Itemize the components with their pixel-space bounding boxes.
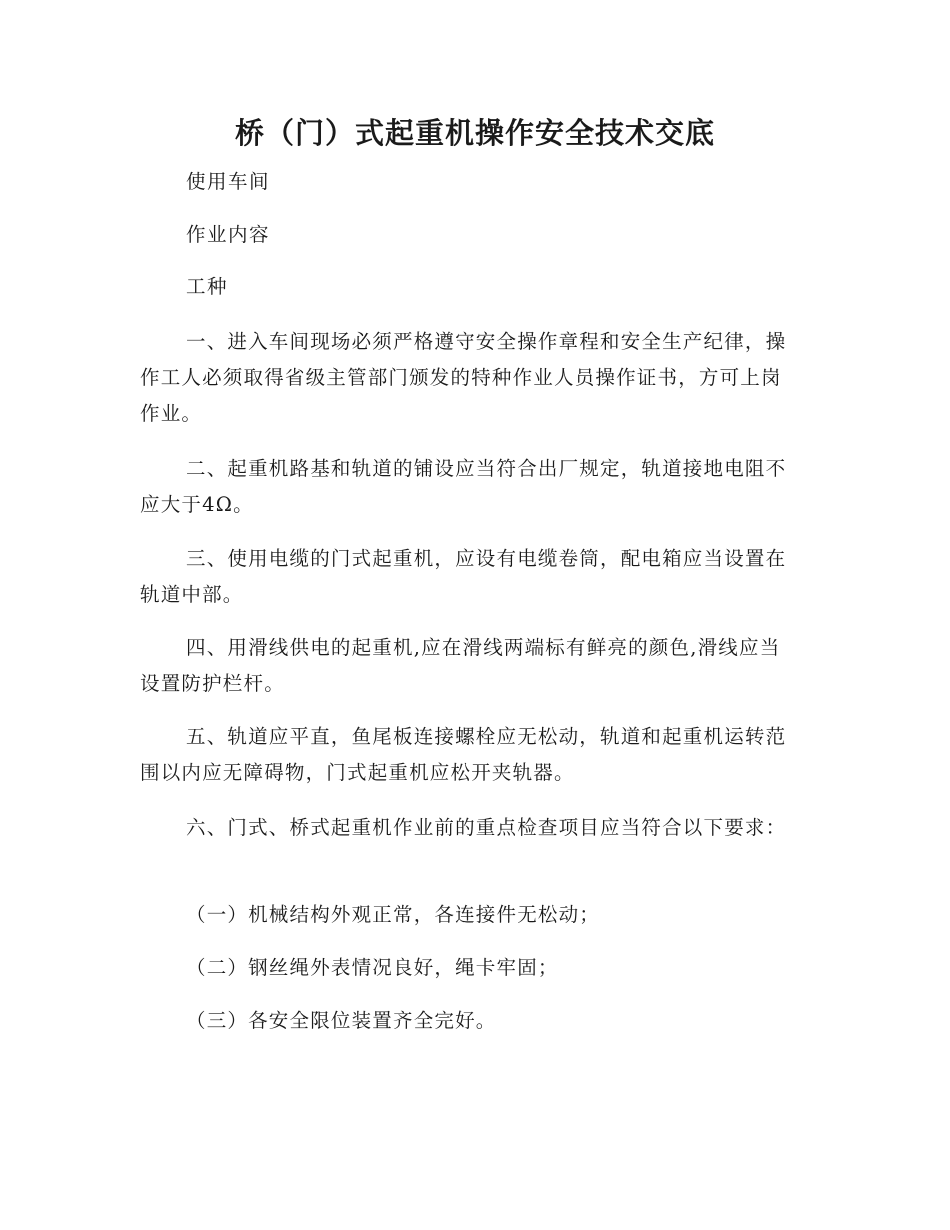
list-item-2: （二）钢丝绳外表情况良好，绳卡牢固； — [186, 956, 559, 979]
paragraph-4: 四、用滑线供电的起重机,应在滑线两端标有鲜亮的颜色,滑线应当设置防护栏杆。 — [140, 636, 781, 695]
field-trade: 工种 — [186, 275, 229, 298]
paragraph-5: 五、轨道应平直，鱼尾板连接螺栓应无松动，轨道和起重机运转范围以内应无障碍物，门式起重机应松开夹轨器。 — [140, 725, 787, 784]
list-item-1: （一）机械结构外观正常，各连接件无松动； — [186, 903, 601, 926]
list-item-3: （三）各安全限位装置齐全完好。 — [186, 1009, 497, 1032]
field-work-content: 作业内容 — [186, 223, 271, 246]
paragraph-2: 二、起重机路基和轨道的铺设应当符合出厂规定，轨道接地电阻不应大于4Ω。 — [140, 457, 787, 516]
field-workshop: 使用车间 — [186, 170, 271, 193]
paragraph-3: 三、使用电缆的门式起重机，应设有电缆卷筒，配电箱应当设置在轨道中部。 — [140, 547, 787, 606]
document-title: 桥（门）式起重机操作安全技术交底 — [234, 116, 715, 150]
paragraph-6: 六、门式、桥式起重机作业前的重点检查项目应当符合以下要求： — [186, 816, 787, 839]
paragraph-1: 一、进入车间现场必须严格遵守安全操作章程和安全生产纪律，操作工人必须取得省级主管部门颁发的特种作业人员操作证书，方可上岗作业。 — [140, 330, 787, 425]
